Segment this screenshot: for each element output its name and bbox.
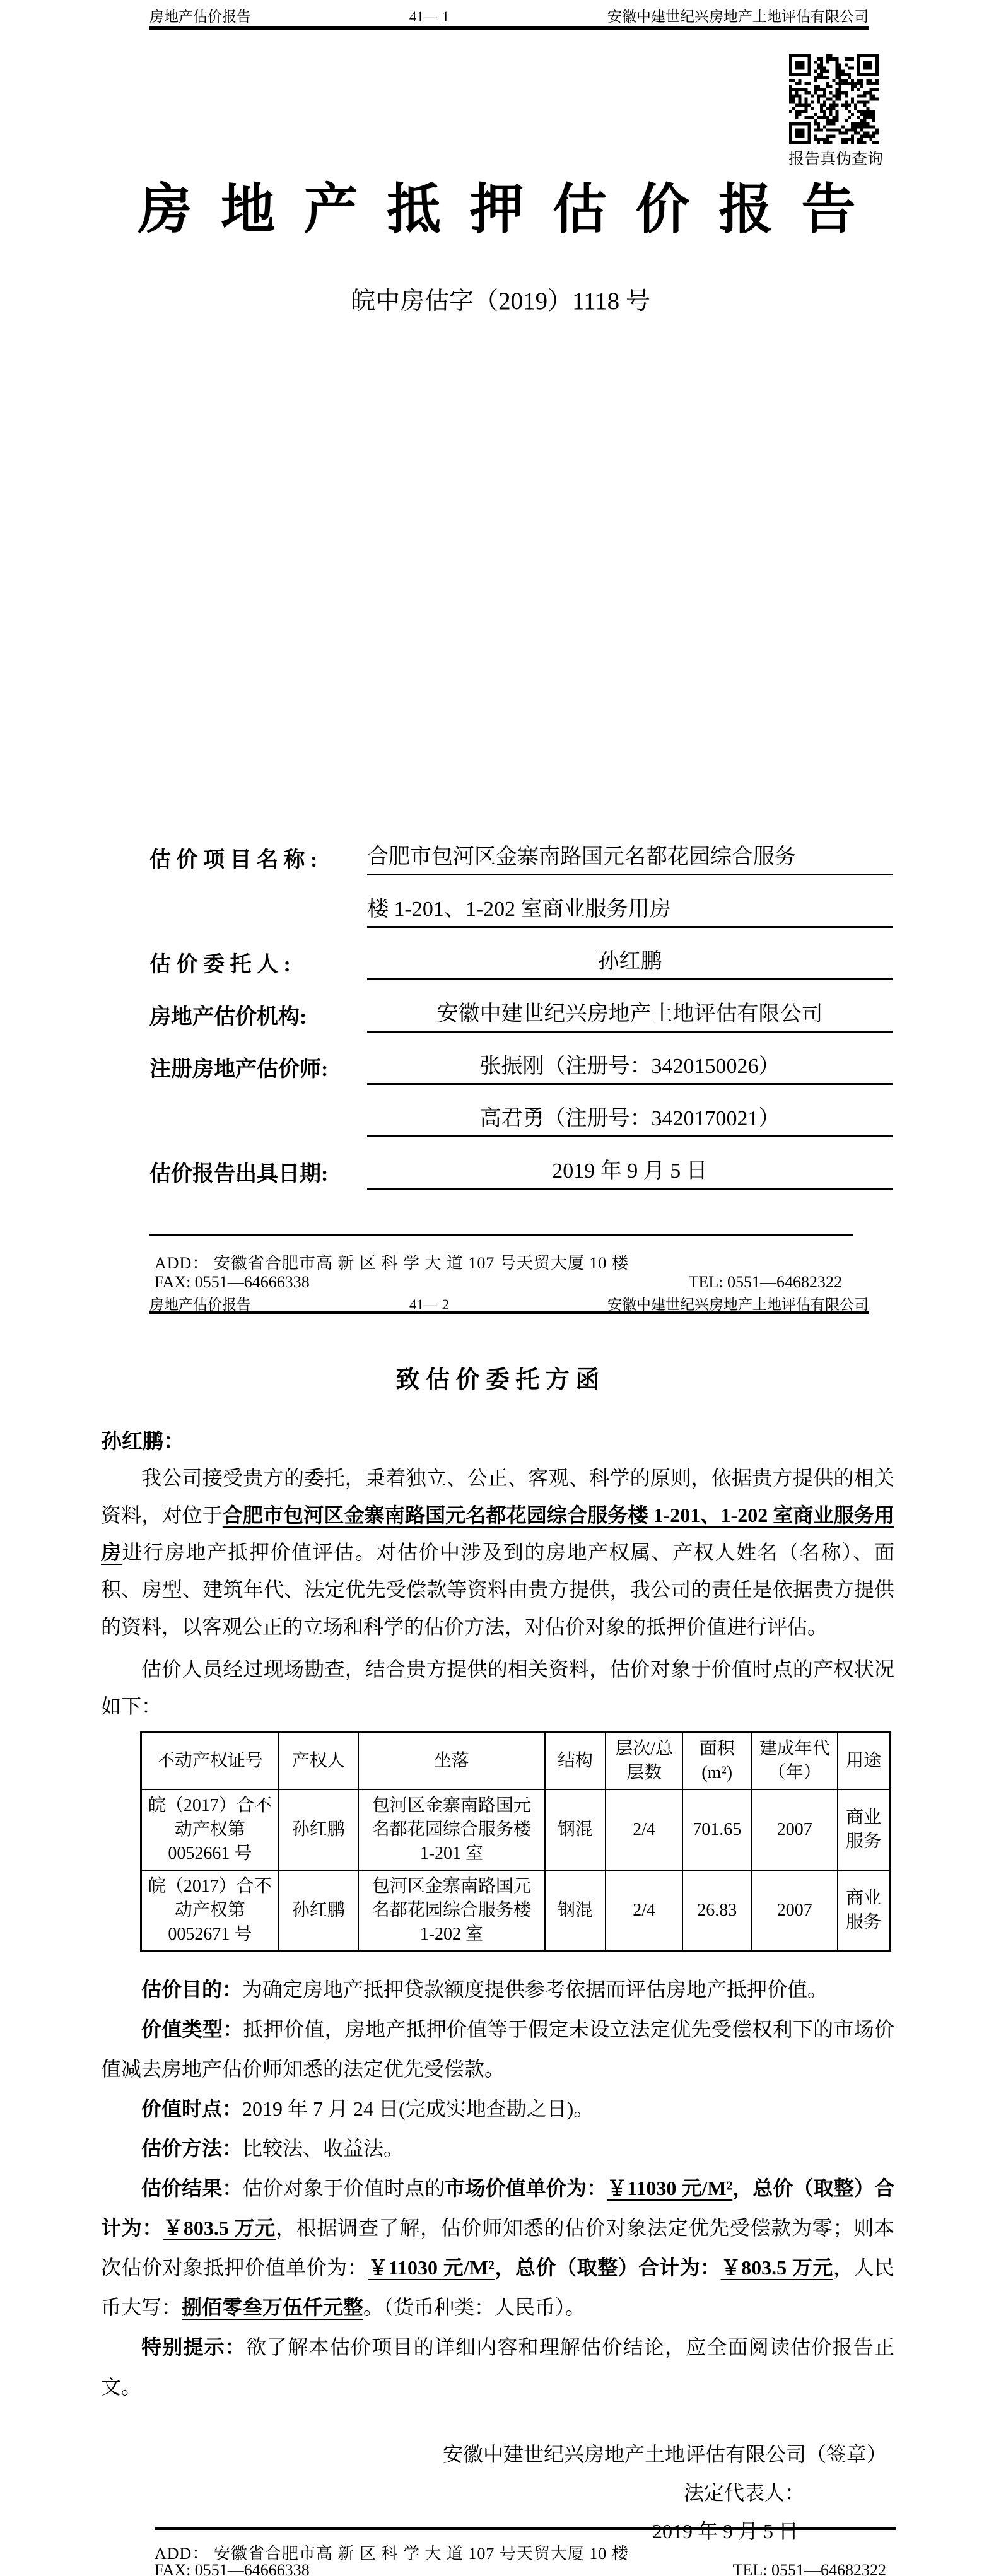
appraiser1-value: 张振刚（注册号：3420150026） (367, 1048, 893, 1085)
col-area: 面积(m²) (682, 1733, 751, 1790)
form-row-project (149, 823, 893, 875)
form-row-agency (149, 980, 893, 1033)
table-row: 皖（2017）合不动产权第 0052671 号 孙红鹏 包河区金寨南路国元名都花园综合服务楼 1-202 室 钢混 2/4 26.83 2007 商业服务 (141, 1870, 890, 1952)
letter-content (101, 1349, 894, 2551)
running-header-right: 安徽中建世纪兴房地产土地评估有限公司 (607, 9, 869, 25)
page-number: 41— 2 (409, 1297, 450, 1313)
footer-contacts (155, 1273, 842, 1292)
col-structure: 结构 (545, 1733, 606, 1790)
item-result: 估价结果：估价对象于价值时点的市场价值单价为：￥11030 元/M²，总价（取整）合计为：￥803.5 万元，根据调查了解，估价师知悉的估价对象法定优先受偿款为零；则本次估价对象抵押价值单价为：￥11030 元/M²，总价（取整）合计为：￥803.5 万元，人民币大写：捌佰零叁万伍仟元整。（货币种类：人民币）。 (101, 2177, 894, 2319)
col-location: 坐落 (358, 1733, 545, 1790)
footer-tel: TEL: 0551—64682322 (688, 1273, 842, 1291)
footer-fax: FAX: 0551—64666338 (155, 2561, 310, 2576)
qr-code (789, 54, 879, 144)
col-year-built: 建成年代（年） (751, 1733, 838, 1790)
cover-form (149, 823, 893, 1190)
report-number: 皖中房估字（2019）1118 号 (351, 288, 650, 315)
letter-title: 致 估 价 委 托 方 函 (395, 1367, 600, 1393)
footer-fax: FAX: 0551—64666338 (155, 1273, 310, 1291)
qr-verification-block (788, 54, 884, 169)
item-value-type: 价值类型：抵押价值，房地产抵押价值等于假定未设立法定优先受偿权利下的市场价值减去房地产估价师知悉的法定优先受偿款。 (101, 2018, 894, 2080)
form-row-issue-date (149, 1137, 893, 1190)
signature-date: 2019 年 9 月 5 日 (652, 2520, 799, 2543)
table-body (141, 1789, 890, 1952)
footer-rule (155, 2527, 896, 2530)
item-method: 估价方法：比较法、收益法。 (141, 2137, 404, 2160)
project-name-label: 估 价 项 目 名 称 : (149, 848, 318, 872)
table-row: 皖（2017）合不动产权第 0052661 号 孙红鹏 包河区金寨南路国元名都花园综合服务楼 1-201 室 钢混 2/4 701.65 2007 商业服务 (141, 1789, 890, 1870)
header-rule (149, 1311, 869, 1314)
form-row-appraiser1 (149, 1033, 893, 1085)
signature-legal-rep: 法定代表人： (683, 2481, 805, 2504)
agency-value: 安徽中建世纪兴房地产土地评估有限公司 (367, 996, 893, 1033)
client-label: 估 价 委 托 人 : (149, 953, 291, 976)
running-header-right: 安徽中建世纪兴房地产土地评估有限公司 (607, 1297, 869, 1313)
document-title: 房 地 产 抵 押 估 价 报 告 (138, 179, 863, 240)
running-header (149, 5, 869, 26)
signature-block (101, 2435, 894, 2551)
qr-caption: 报告真伪查询 (788, 151, 884, 168)
table-header (141, 1733, 890, 1790)
form-row-appraiser2 (149, 1085, 893, 1137)
salutation: 孙红鹏： (101, 1431, 184, 1453)
footer-tel: TEL: 0551—64682322 (732, 2561, 886, 2576)
header-rule (149, 26, 869, 30)
form-row-project-line2 (149, 875, 893, 928)
signature-company: 安徽中建世纪兴房地产土地评估有限公司（签章） (442, 2443, 887, 2466)
footer-address: ADD： 安徽省合肥市高 新 区 科 学 大 道 107 号天贸大厦 10 楼 (155, 2544, 629, 2563)
letter-page (0, 1292, 1001, 2576)
client-value: 孙红鹏 (367, 944, 893, 980)
property-rights-table (140, 1731, 891, 1952)
project-name-value-line1: 合肥市包河区金寨南路国元名都花园综合服务 (367, 839, 893, 875)
spacer (149, 925, 367, 928)
appraiser2-value: 高君勇（注册号：3420170021） (367, 1101, 893, 1137)
col-owner: 产权人 (279, 1733, 358, 1790)
footer-address: ADD： 安徽省合肥市高 新 区 科 学 大 道 107 号天贸大厦 10 楼 (155, 1254, 629, 1272)
footer-contacts (155, 2561, 886, 2576)
running-header-left: 房地产估价报告 (149, 9, 251, 25)
running-header-left: 房地产估价报告 (149, 1297, 251, 1313)
issue-date-label: 估价报告出具日期: (149, 1162, 329, 1186)
spacer (149, 1135, 367, 1137)
page-number: 41— 1 (409, 9, 450, 25)
form-row-client (149, 928, 893, 980)
item-special-notice: 特别提示：欲了解本估价项目的详细内容和理解估价结论，应全面阅读估价报告正文。 (101, 2336, 894, 2398)
issue-date-value: 2019 年 9 月 5 日 (367, 1153, 893, 1190)
appraiser-label: 注册房地产估价师: (149, 1058, 329, 1081)
item-purpose: 估价目的：为确定房地产抵押贷款额度提供参考依据而评估房地产抵押价值。 (141, 1978, 828, 2001)
valuation-items (101, 1970, 894, 2407)
item-value-date: 价值时点：2019 年 7 月 24 日(完成实地查勘之日)。 (141, 2097, 594, 2120)
letter-paragraph-commission: 我公司接受贵方的委托，秉着独立、公正、客观、科学的原则，依据贵方提供的相关资料，对位于合肥市包河区金寨南路国元名都花园综合服务楼 1-201、1-202 室商业服务用房进行房地产抵押价值评估。对估价中涉及到的房地产权属、产权人姓名（名称）、面积、房型、建筑年代、法定优先受偿款等资料由贵方提供，我公司的责任是依据贵方提供的资料，以客观公正的立场和科学的估价方法，对估价对象的抵押价值进行评估。 (101, 1467, 894, 1638)
project-name-value-line2: 楼 1-201、1-202 室商业服务用房 (367, 891, 893, 928)
col-floor: 层次/总层数 (606, 1733, 682, 1790)
agency-label: 房地产估价机构: (149, 1005, 307, 1029)
col-use: 用途 (838, 1733, 889, 1790)
letter-paragraph-survey: 估价人员经过现场勘查，结合贵方提供的相关资料，估价对象于价值时点的产权状况如下： (101, 1658, 894, 1718)
col-certificate-no: 不动产权证号 (141, 1733, 279, 1790)
footer-rule (149, 1234, 853, 1236)
